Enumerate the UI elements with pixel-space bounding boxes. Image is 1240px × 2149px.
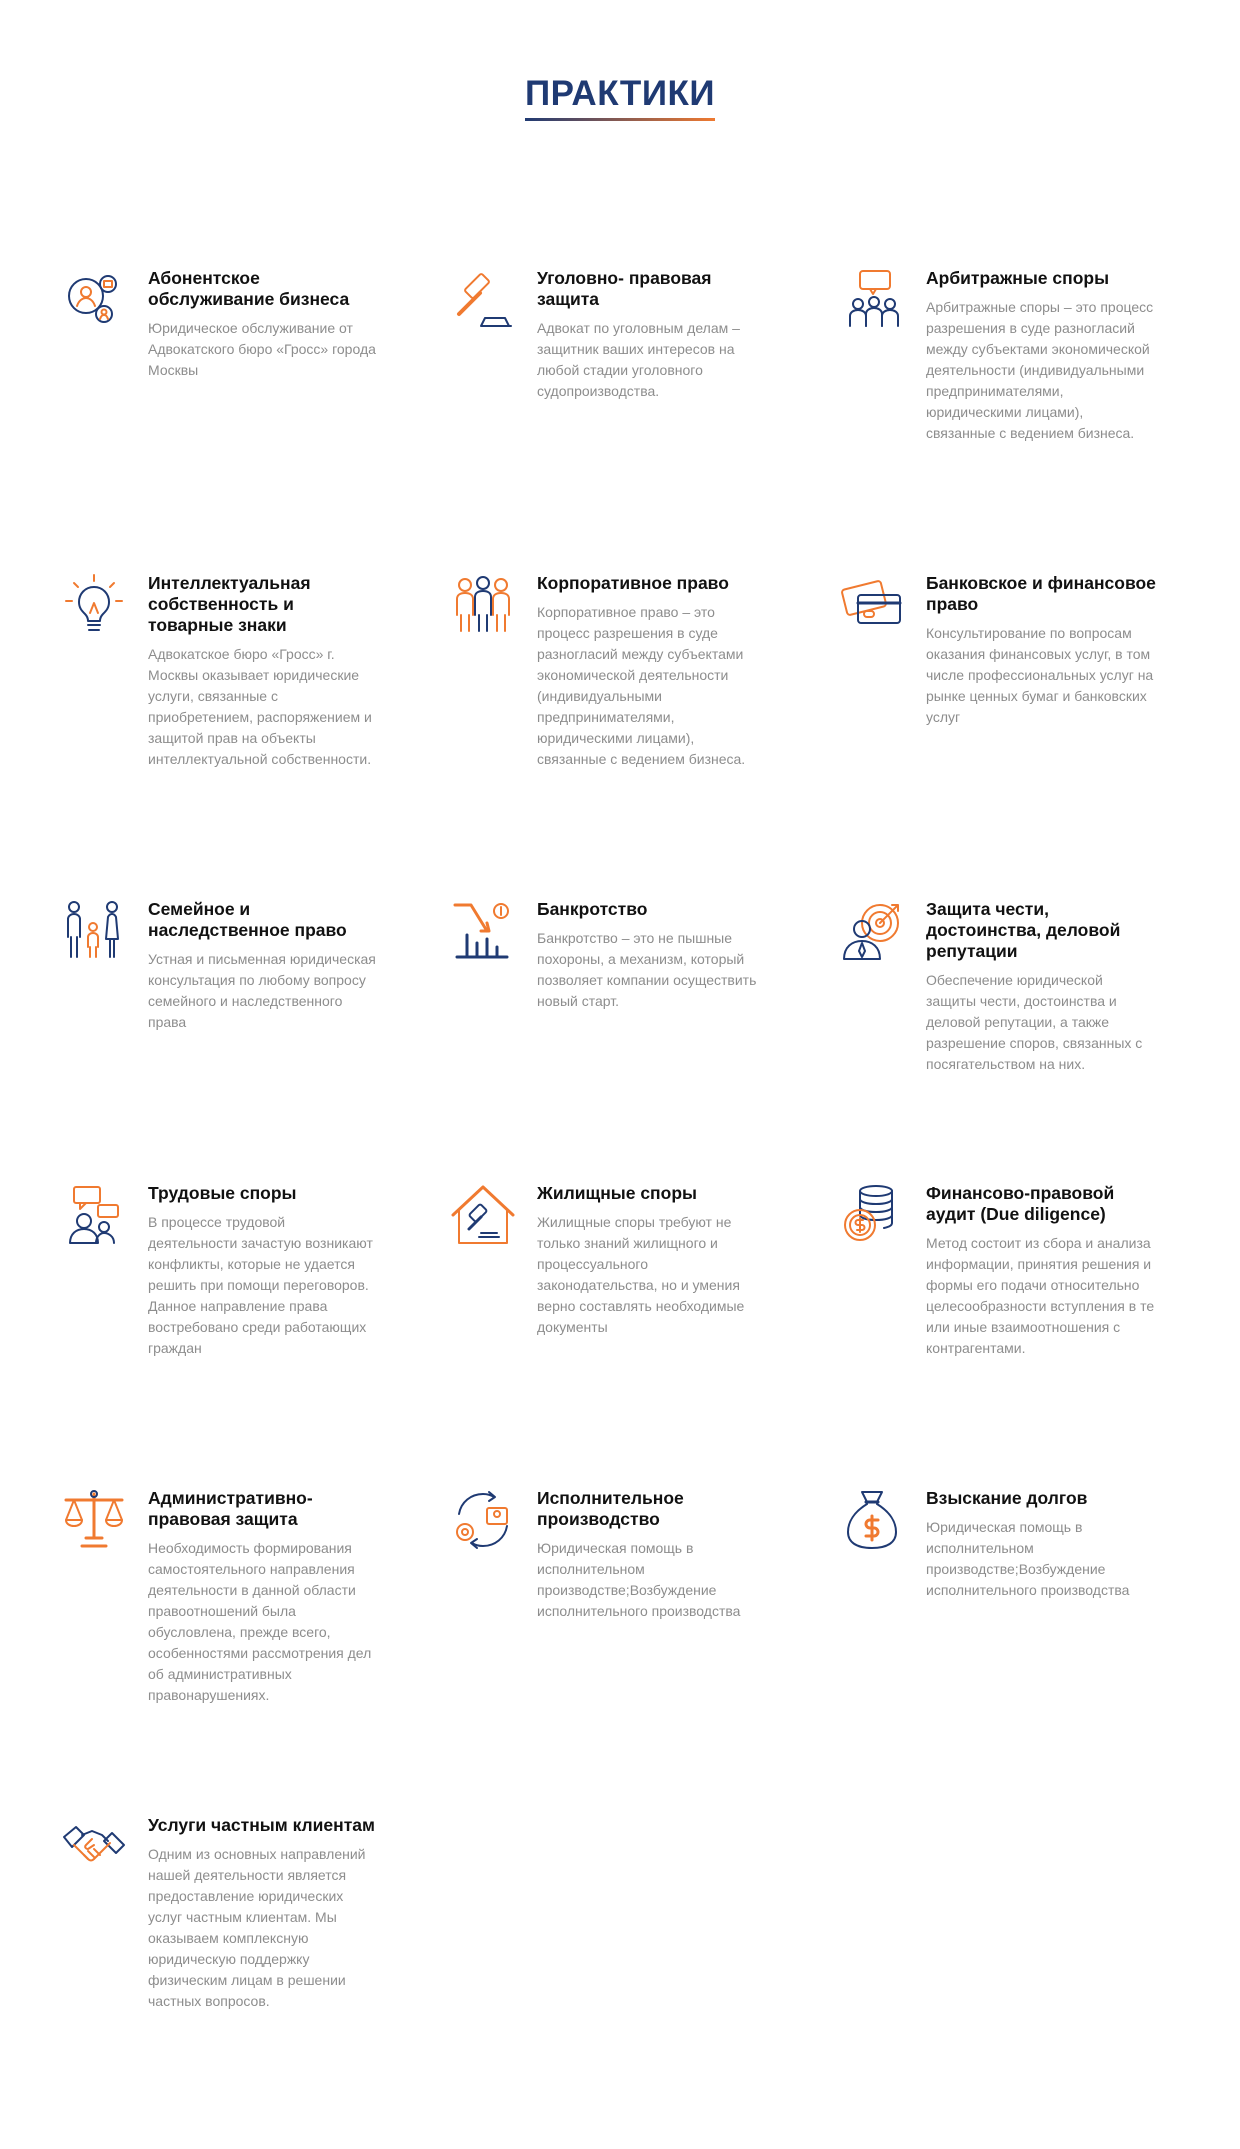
practice-title[interactable]: Услуги частным клиентам	[148, 1815, 375, 1835]
target-person-icon	[840, 899, 904, 963]
practice-title[interactable]: Арбитражные споры	[926, 268, 1110, 288]
handshake-icon	[62, 1815, 126, 1879]
coins-icon	[840, 1183, 904, 1247]
practice-description: Одним из основных направлений нашей деятельности является предоставление юридических услуг частным клиентам. Мы оказываем комплексную юридическую поддержку физическим лицам в решении частных вопросов.	[148, 1846, 366, 2009]
presentation-icon	[840, 268, 904, 332]
bank-cards-icon	[840, 573, 904, 637]
practice-title[interactable]: Корпоративное право	[537, 573, 729, 593]
practice-title[interactable]: Трудовые споры	[148, 1183, 297, 1203]
house-gavel-icon	[451, 1183, 515, 1247]
practice-description: Необходимость формирования самостоятельного направления деятельности в данной области правоотношений была обусловлена, прежде всего, особенностями рассмотрения дел об административных правонарушениях.	[148, 1540, 372, 1703]
practice-title[interactable]: Жилищные споры	[537, 1183, 697, 1203]
practice-description: Юридическая помощь в исполнительном производстве;Возбуждение исполнительного производства	[537, 1540, 741, 1619]
practice-description: Устная и письменная юридическая консультация по любому вопросу семейного и наследственного права	[148, 951, 376, 1030]
money-bag-icon	[840, 1488, 904, 1552]
practice-description: Адвокатское бюро «Гросс» г. Москвы оказывает юридические услуги, связанные с приобретением, распоряжением и защитой прав на объекты интеллектуальной собственности.	[148, 646, 372, 767]
practice-description: Банкротство – это не пышные похороны, а механизм, который позволяет компании осуществить новый старт.	[537, 930, 757, 1009]
practice-title[interactable]: Интеллектуальная собственность и товарные знаки	[148, 573, 311, 635]
practice-title[interactable]: Защита чести, достоинства, деловой репутации	[926, 899, 1121, 961]
practice-description: Юридическое обслуживание от Адвокатского бюро «Гросс» города Москвы	[148, 320, 376, 378]
page-title-wrap	[0, 74, 1240, 121]
practice-description: Консультирование по вопросам оказания финансовых услуг, в том числе профессиональных услуг на рынке ценных бумаг и банковских услуг	[926, 625, 1154, 725]
gavel-icon	[451, 268, 515, 332]
team-icon	[451, 573, 515, 637]
practice-title[interactable]: Семейное и наследственное право	[148, 899, 347, 940]
lightbulb-icon	[62, 573, 126, 637]
practice-description: Арбитражные споры – это процесс разрешения в суде разногласий между субъектами экономической деятельности (индивидуальными предпринимателями, юридическими лицами), связанные с ведением бизнеса.	[926, 299, 1154, 441]
practice-description: Обеспечение юридической защиты чести, достоинства и деловой репутации, а также разрешение споров, связанных с посягательством на них.	[926, 972, 1143, 1072]
practice-description: Корпоративное право – это процесс разрешения в суде разногласий между субъектами экономической деятельности (индивидуальными предпринимателями, юридическими лицами), связанные с ведением бизнеса.	[537, 604, 746, 767]
practice-description: Юридическая помощь в исполнительном производстве;Возбуждение исполнительного производства	[926, 1519, 1130, 1598]
practice-title[interactable]: Взыскание долгов	[926, 1488, 1088, 1508]
practice-description: Адвокат по уголовным делам – защитник ваших интересов на любой стадии уголовного судопроизводства.	[537, 320, 740, 399]
practice-title[interactable]: Административно-правовая защита	[148, 1488, 313, 1529]
practice-title[interactable]: Банковское и финансовое право	[926, 573, 1156, 614]
practice-title[interactable]: Абонентское обслуживание бизнеса	[148, 268, 350, 309]
practice-title[interactable]: Уголовно- правовая защита	[537, 268, 712, 309]
declining-chart-icon	[451, 899, 515, 963]
process-cycle-icon	[451, 1488, 515, 1552]
practice-title[interactable]: Банкротство	[537, 899, 648, 919]
practice-title[interactable]: Исполнительное производство	[537, 1488, 684, 1529]
practice-description: В процессе трудовой деятельности зачастую возникают конфликты, которые не удается решить при помощи переговоров. Данное направление права востребовано среди работающих граждан	[148, 1214, 373, 1356]
practice-description: Жилищные споры требуют не только знаний жилищного и процессуального законодательства, но и умения верно составлять необходимые документы	[537, 1214, 745, 1335]
scales-icon	[62, 1488, 126, 1552]
dialogue-icon	[62, 1183, 126, 1247]
practice-title[interactable]: Финансово-правовой аудит (Due diligence)	[926, 1183, 1115, 1224]
people-network-icon	[62, 268, 126, 332]
practice-description: Метод состоит из сбора и анализа информации, принятия решения и формы его подачи относительно целесообразности вступления в те или иные взаимоотношения с контрагентами.	[926, 1235, 1155, 1356]
page-title: ПРАКТИКИ	[525, 74, 715, 113]
family-icon	[62, 899, 126, 963]
